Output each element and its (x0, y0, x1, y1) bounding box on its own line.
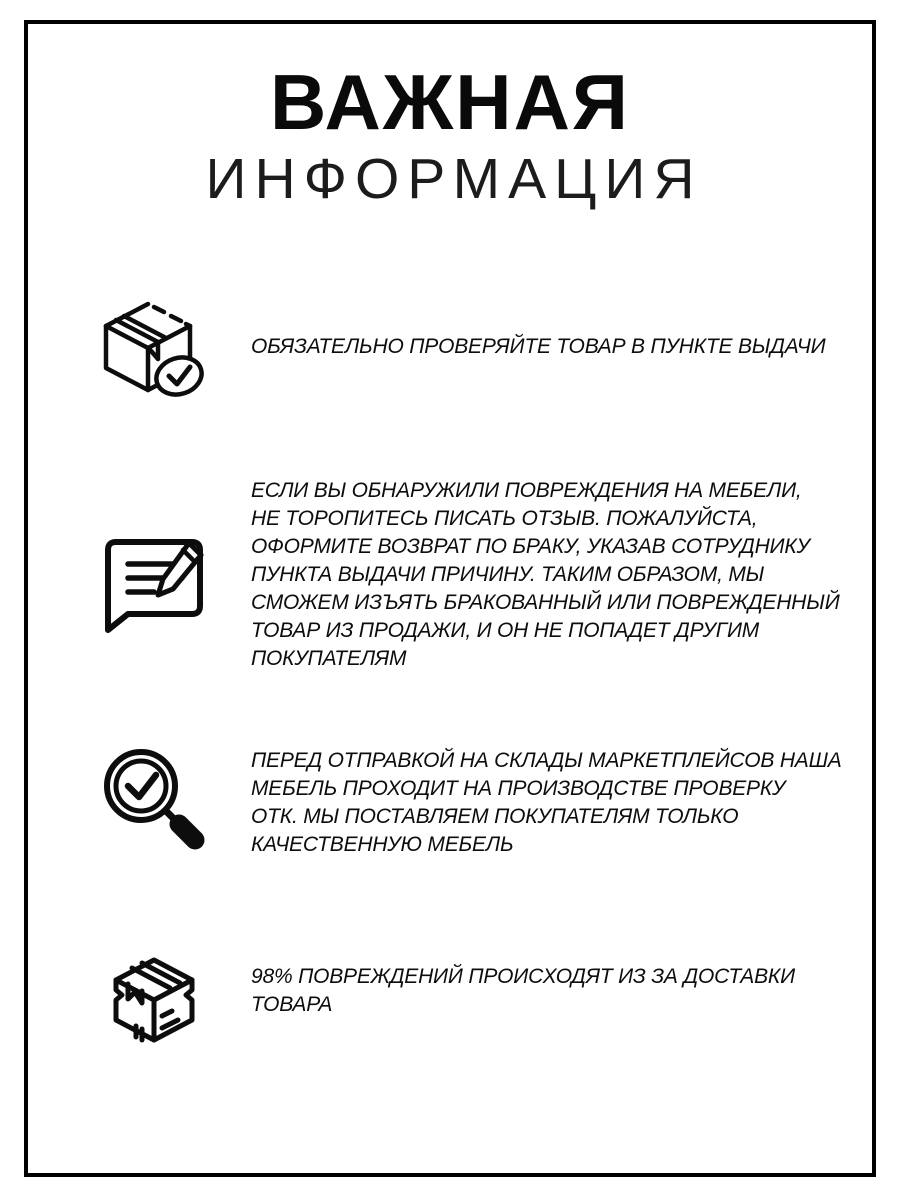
text-line: 98% ПОВРЕЖДЕНИЙ ПРОИСХОДЯТ ИЗ ЗА ДОСТАВКИ (251, 965, 795, 988)
page-subtitle: ИНФОРМАЦИЯ (205, 147, 703, 211)
text-line: ЕСЛИ ВЫ ОБНАРУЖИЛИ ПОВРЕЖДЕНИЯ НА МЕБЕЛИ, (251, 479, 802, 502)
text-line: ТОВАР ИЗ ПРОДАЖИ, И ОН НЕ ПОПАДЕТ ДРУГИМ (251, 619, 760, 642)
text-line: ПОКУПАТЕЛЯМ (251, 647, 407, 670)
section-text-delivery-damage (251, 963, 795, 1019)
section-text-quality-check (251, 747, 842, 859)
page-title: ВАЖНАЯ (270, 58, 630, 146)
text-line: НЕ ТОРОПИТЕСЬ ПИСАТЬ ОТЗЫВ. ПОЖАЛУЙСТА, (251, 507, 758, 530)
text-line: ПУНКТА ВЫДАЧИ ПРИЧИНУ. ТАКИМ ОБРАЗОМ, МЫ (251, 563, 765, 586)
damaged-box-icon (94, 936, 210, 1052)
text-line: ОФОРМИТЕ ВОЗВРАТ ПО БРАКУ, УКАЗАВ СОТРУДНИКУ (251, 535, 810, 558)
text-line: ОБЯЗАТЕЛЬНО ПРОВЕРЯЙТЕ ТОВАР В ПУНКТЕ ВЫДАЧИ (251, 335, 826, 358)
text-line: МЕБЕЛЬ ПРОХОДИТ НА ПРОИЗВОДСТВЕ ПРОВЕРКУ (251, 777, 786, 800)
text-line: СМОЖЕМ ИЗЪЯТЬ БРАКОВАННЫЙ ИЛИ ПОВРЕЖДЕННЫЙ (251, 591, 840, 614)
text-line: КАЧЕСТВЕННУЮ МЕБЕЛЬ (251, 833, 514, 856)
text-line: ТОВАРА (251, 993, 333, 1016)
text-line: ОТК. МЫ ПОСТАВЛЯЕМ ПОКУПАТЕЛЯМ ТОЛЬКО (251, 805, 739, 828)
section-text-return-policy (251, 477, 840, 673)
message-edit-icon (94, 518, 216, 644)
search-check-icon (96, 744, 206, 854)
section-text-pickup-check (251, 333, 825, 361)
box-check-icon (86, 280, 214, 412)
text-line: ПЕРЕД ОТПРАВКОЙ НА СКЛАДЫ МАРКЕТПЛЕЙСОВ НАША (251, 749, 842, 772)
